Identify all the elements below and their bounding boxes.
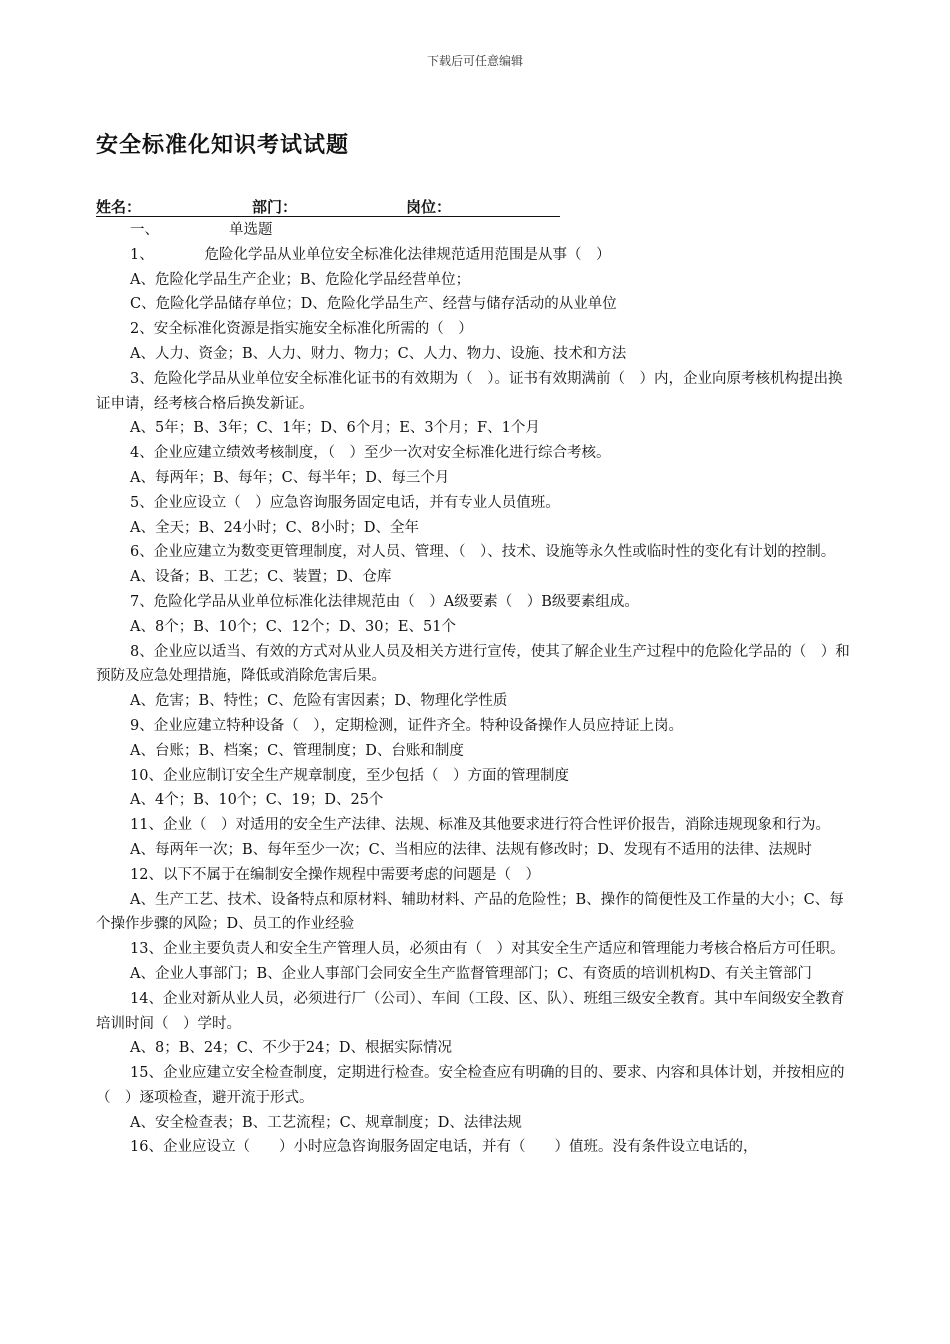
section-label: 单选题	[229, 222, 273, 238]
header-note: 下载后可任意编辑	[426, 54, 523, 68]
question-line: A、全天；B、24小时；C、8小时；D、全年	[130, 519, 420, 536]
question-line: 8、企业应以适当、有效的方式对从业人员及相关方进行宣传，使其了解企业生产过程中的危险化学品的（ ）和预防及应急处理措施，降低或消除危害后果。	[96, 643, 850, 685]
question-line: A、安全检查表；B、工艺流程；C、规章制度；D、法律法规	[130, 1114, 522, 1131]
question-line: A、企业人事部门；B、企业人事部门会同安全生产监督管理部门；C、有资质的培训机构D、有关主管部门	[130, 965, 812, 982]
question-line: A、8个；B、10个；C、12个；D、30；E、51个	[130, 618, 456, 635]
question-line: A、设备；B、工艺；C、装置；D、仓库	[130, 569, 392, 586]
post-label: 岗位：	[406, 198, 452, 216]
question-line: 5、企业应设立（ ）应急咨询服务固定电话，并有专业人员值班。	[130, 494, 560, 511]
section-heading	[96, 218, 856, 243]
question-line: A、危害；B、特性；C、危险有害因素；D、物理化学性质	[130, 693, 508, 710]
question-line: A、4个；B、10个；C、19；D、25个	[130, 792, 384, 809]
question-content	[96, 218, 856, 1160]
question-line: 4、企业应建立绩效考核制度，（ ）至少一次对安全标准化进行综合考核。	[130, 445, 611, 462]
question-line: 15、企业应建立安全检查制度，定期进行检查。安全检查应有明确的目的、要求、内容和具体计划，并按相应的（ ）逐项检查，避开流于形式。	[96, 1065, 845, 1106]
question-line: 1、 危险化学品从业单位安全标准化法律规范适用范围是从事（ ）	[130, 246, 611, 263]
section-number: 一、	[130, 222, 159, 238]
question-line: 2、安全标准化资源是指实施安全标准化所需的（ ）	[130, 321, 473, 338]
question-line: 13、企业主要负责人和安全生产管理人员，必须由有（ ）对其安全生产适应和管理能力考核合格后方可任职。	[130, 941, 845, 958]
question-line: 7、危险化学品从业单位标准化法律规范由（ ）A级要素（ ）B级要素组成。	[130, 593, 639, 610]
question-lines	[96, 243, 856, 1160]
question-line: 16、企业应设立（ ）小时应急咨询服务固定电话，并有（ ）值班。没有条件设立电话的，	[130, 1139, 758, 1156]
question-line: A、生产工艺、技术、设备特点和原材料、辅助材料、产品的危险性；B、操作的简便性及工作量的大小；C、每个操作步骤的风险；D、员工的作业经验	[96, 891, 844, 933]
question-line: 3、危险化学品从业单位安全标准化证书的有效期为（ ）。证书有效期满前（ ）内，企业向原考核机构提出换证申请，经考核合格后换发新证。	[96, 370, 843, 412]
question-line: A、人力、资金；B、人力、财力、物力；C、人力、物力、设施、技术和方法	[130, 345, 627, 362]
question-line: A、每两年；B、每年；C、每半年；D、每三个月	[130, 469, 450, 486]
question-line: C、危险化学品储存单位；D、危险化学品生产、经营与储存活动的从业单位	[130, 296, 617, 313]
question-line: A、8；B、24；C、不少于24；D、根据实际情况	[130, 1040, 452, 1057]
page-title: 安全标准化知识考试试题	[96, 133, 350, 158]
question-line: 12、以下不属于在编制安全操作规程中需要考虑的问题是（ ）	[130, 866, 540, 883]
question-line: 9、企业应建立特种设备（ ），定期检测，证件齐全。特种设备操作人员应持证上岗。	[130, 717, 683, 734]
question-line: A、台账；B、档案；C、管理制度；D、台账和制度	[130, 742, 464, 759]
question-line: A、危险化学品生产企业；B、危险化学品经营单位；	[130, 271, 471, 288]
question-line: 14、企业对新从业人员，必须进行厂（公司）、车间（工段、区、队）、班组三级安全教育。其中车间级安全教育培训时间（ ）学时。	[96, 990, 845, 1032]
info-line	[96, 196, 560, 217]
name-label: 姓名：	[96, 198, 142, 216]
question-line: 11、企业（ ）对适用的安全生产法律、法规、标准及其他要求进行符合性评价报告，消除违规现象和行为。	[130, 817, 830, 834]
dept-label: 部门：	[252, 198, 298, 216]
question-line: A、每两年一次；B、每年至少一次；C、当相应的法律、法规有修改时；D、发现有不适用的法律、法规时	[130, 841, 812, 858]
question-line: 10、企业应制订安全生产规章制度，至少包括（ ）方面的管理制度	[130, 767, 569, 784]
question-line: A、5年；B、3年；C、1年；D、6个月；E、3个月；F、1个月	[130, 420, 540, 437]
question-line: 6、企业应建立为数变更管理制度，对人员、管理、（ ）、技术、设施等永久性或临时性的变化有计划的控制。	[130, 544, 836, 561]
